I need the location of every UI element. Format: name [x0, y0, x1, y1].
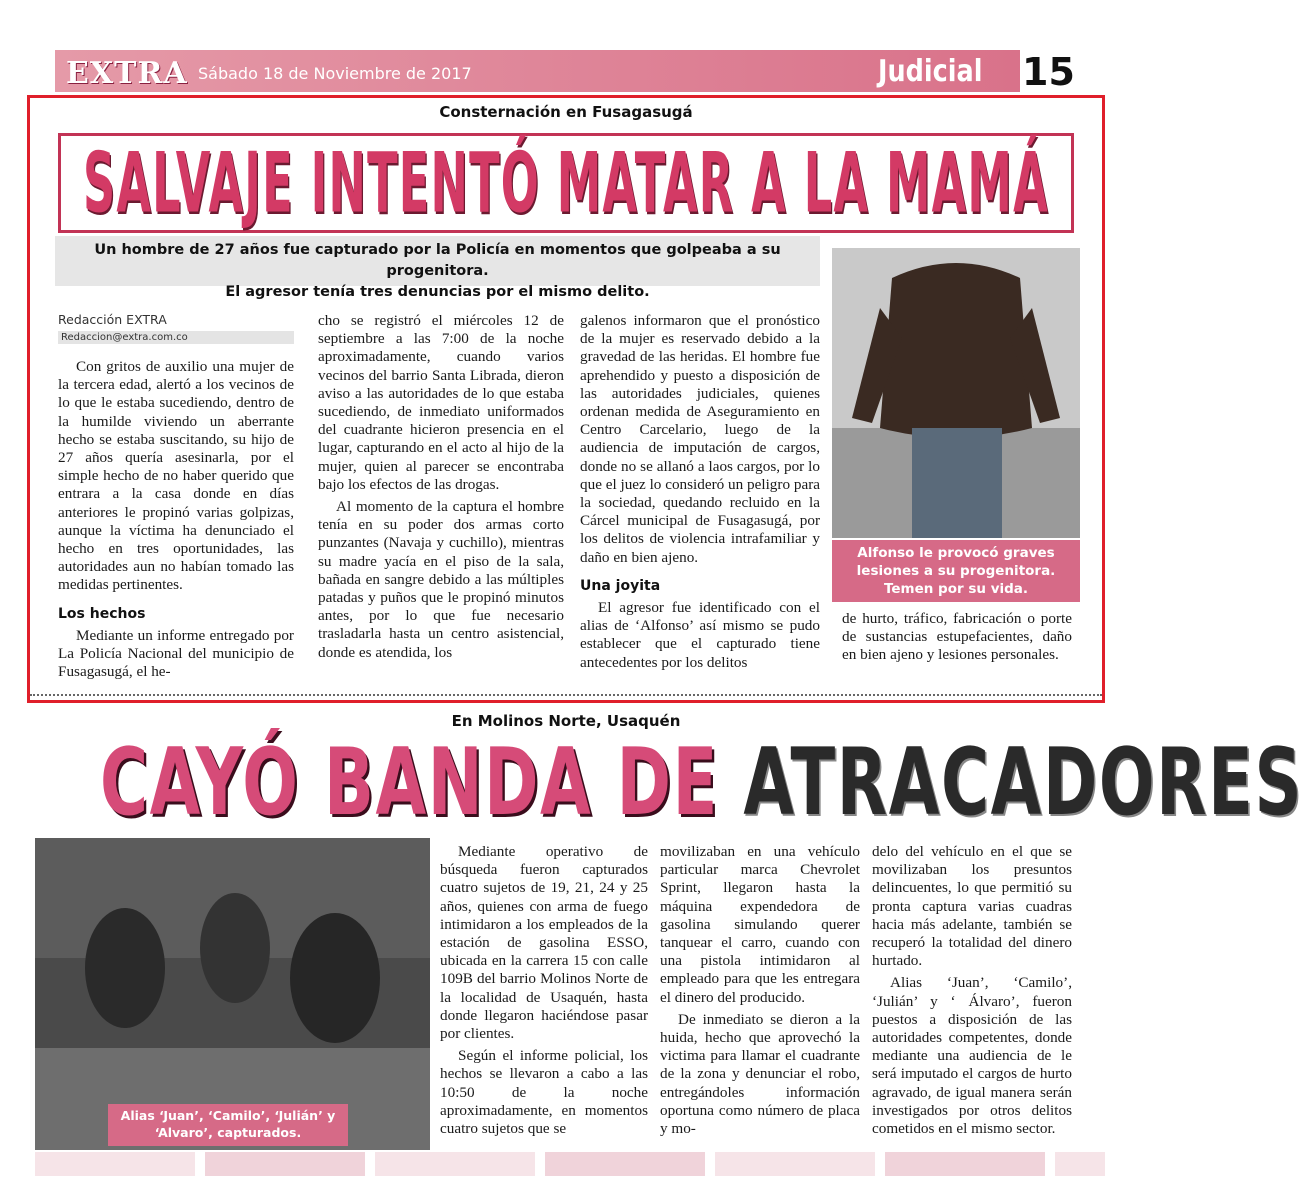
- subhead: Una joyita: [580, 577, 661, 594]
- article1-photo-caption: Alfonso le provocó graves lesiones a su progenitora. Temen por su vida.: [832, 540, 1080, 602]
- article2-headline: [100, 728, 1303, 836]
- paragraph: galenos informaron que el pronóstico de la mujer es reservado debido a la gravedad de las heridas. El hombre fue aprehendido y puesto a disposición de las autoridades judiciales, quienes ordenan medida de Aseguramiento en Centro Carcelario, luego de la audiencia de imputación de cargos, donde no se allanó a laos cargos, por lo que el juez lo consideró un peligro para la sociedad, quedando recluido en la Cárcel municipal de Fusagasugá, por los delitos de violencia intrafamiliar y daño en bien ajeno.: [580, 312, 820, 566]
- issue-date: Sábado 18 de Noviembre de 2017: [198, 64, 472, 83]
- section-divider: [30, 694, 1102, 696]
- article1-deck: [55, 240, 820, 303]
- article1-email: Redaccion@extra.com.co: [58, 331, 294, 344]
- paragraph: cho se registró el miércoles 12 de septiembre a las 7:00 de la noche aproximadamente, cuando varios vecinos del barrio Santa Librada, dieron aviso a las autoridades de lo que estaba sucediendo, de inmediato uniformados del cuadrante hicieron presencia en el lugar, capturando en el acto al hijo de la mujer, quien al parecer se encontraba bajo los efectos de las drogas.: [318, 312, 564, 493]
- paragraph: De inmediato se dieron a la huida, hecho que aprovechó la victima para llamar el cuadrante de la zona y denunciar el robo, entregándoles información oportuna como número de placa y mo-: [660, 1010, 860, 1138]
- article2-column-2: [660, 843, 860, 1142]
- section-name: Judicial: [878, 54, 983, 89]
- article1-byline: Redacción EXTRA: [58, 312, 167, 327]
- article1-column-4: [842, 610, 1072, 669]
- article1-column-2: [318, 312, 564, 666]
- page-number: 15: [1022, 50, 1075, 94]
- article1-deck-line1: Un hombre de 27 años fue capturado por la Policía en momentos que golpeaba a su progenitora.: [94, 242, 781, 279]
- footer-ad-strip: [35, 1152, 1105, 1176]
- paragraph: El agresor fue identificado con el alias de ‘Alfonso’ así mismo se pudo establecer que el capturado tiene antecedentes por los delitos: [580, 599, 820, 671]
- article1-headline-box: [58, 133, 1074, 233]
- article1-column-1: [58, 358, 294, 685]
- detainee-photo-illustration: [832, 248, 1080, 538]
- newspaper-logo: EXTRA: [66, 56, 188, 91]
- paragraph: Según el informe policial, los hechos se llevaron a cabo a las 10:50 de la noche aproximadamente, en momentos cuatro sujetos que se: [440, 1047, 648, 1138]
- paragraph: Mediante un informe entregado por La Policía Nacional del municipio de Fusagasugá, el he-: [58, 626, 294, 681]
- paragraph: Al momento de la captura el hombre tenía en su poder dos armas corto punzantes (Navaja y cuchillo), mientras su madre yacía en el piso de la sala, bañada en sangre debido a las múltiples patadas y puños que le propinó minutos antes, por lo que fue necesario trasladarla hasta un centro asistencial, donde es atendida, los: [318, 498, 564, 661]
- article1-column-3: [580, 312, 820, 676]
- article1-deck-line2: El agresor tenía tres denuncias por el mismo delito.: [225, 284, 650, 300]
- paragraph: Mediante operativo de búsqueda fueron capturados cuatro sujetos de 19, 21, 24 y 25 años, quienes con arma de fuego intimidaron a los empleados de la estación de gasolina ESSO, ubicada en la carrera 15 con calle 109B del barrio Molinos Norte de la localidad de Usaquén, hasta donde llegaron haciéndose pasar por clientes.: [440, 843, 648, 1043]
- paragraph: de hurto, tráfico, fabricación o porte de sustancias estupefacientes, daño en bien ajeno y lesiones personales.: [842, 610, 1072, 664]
- subhead: Los hechos: [58, 605, 146, 622]
- paragraph: Con gritos de auxilio una mujer de la tercera edad, alertó a los vecinos de lo que le estaba sucediendo, dentro de la humilde viviendo un aberrante hecho se estaba suscitando, su hijo de 27 años quería asesinarla, por el simple hecho de no haber querido que entrara a la casa donde en días anteriores le propinó varias golpizas, aunque la víctima ha denunciado el hecho en tres oportunidades, las autoridades aun no habían tomado las medidas pertinentes.: [58, 358, 294, 594]
- article2-photo-caption: Alias ‘Juan’, ‘Camilo’, ‘Julián’ y ‘Alvaro’, capturados.: [108, 1104, 348, 1146]
- article2-column-1: [440, 843, 648, 1142]
- article2-kicker: En Molinos Norte, Usaquén: [451, 712, 681, 730]
- paragraph: Alias ‘Juan’, ‘Camilo’, ‘Julián’ y ‘ Álvaro’, fueron puestos a disposición de las autoridades competentes, donde mediante una audiencia de le será imputado el cargos de hurto agravado, de igual manera serán investigados por otros delitos cometidos en el mismo sector.: [872, 974, 1072, 1138]
- paragraph: delo del vehículo en el que se movilizaban los presuntos delincuentes, lo que permitió su pronta captura varias cuadras hacia más adelante, también se recuperó la totalidad del dinero hurtado.: [872, 843, 1072, 970]
- article1-kicker: Consternación en Fusagasugá: [439, 103, 693, 121]
- article1-headline: SALVAJE INTENTÓ MATAR A LA MAMÁ: [83, 134, 1049, 232]
- article2-headline-part1: CAYÓ BANDA DE: [100, 728, 719, 836]
- article1-photo: [832, 248, 1080, 538]
- article2-headline-part2: ATRACADORES: [743, 728, 1303, 836]
- paragraph: movilizaban en una vehículo particular marca Chevrolet Sprint, llegaron hasta la máquina expendedora de gasolina simulando querer tanquear el carro, cuando con una pistola intimidaron al empleado para que les entregara el dinero del producido.: [660, 843, 860, 1006]
- article2-column-3: [872, 843, 1072, 1142]
